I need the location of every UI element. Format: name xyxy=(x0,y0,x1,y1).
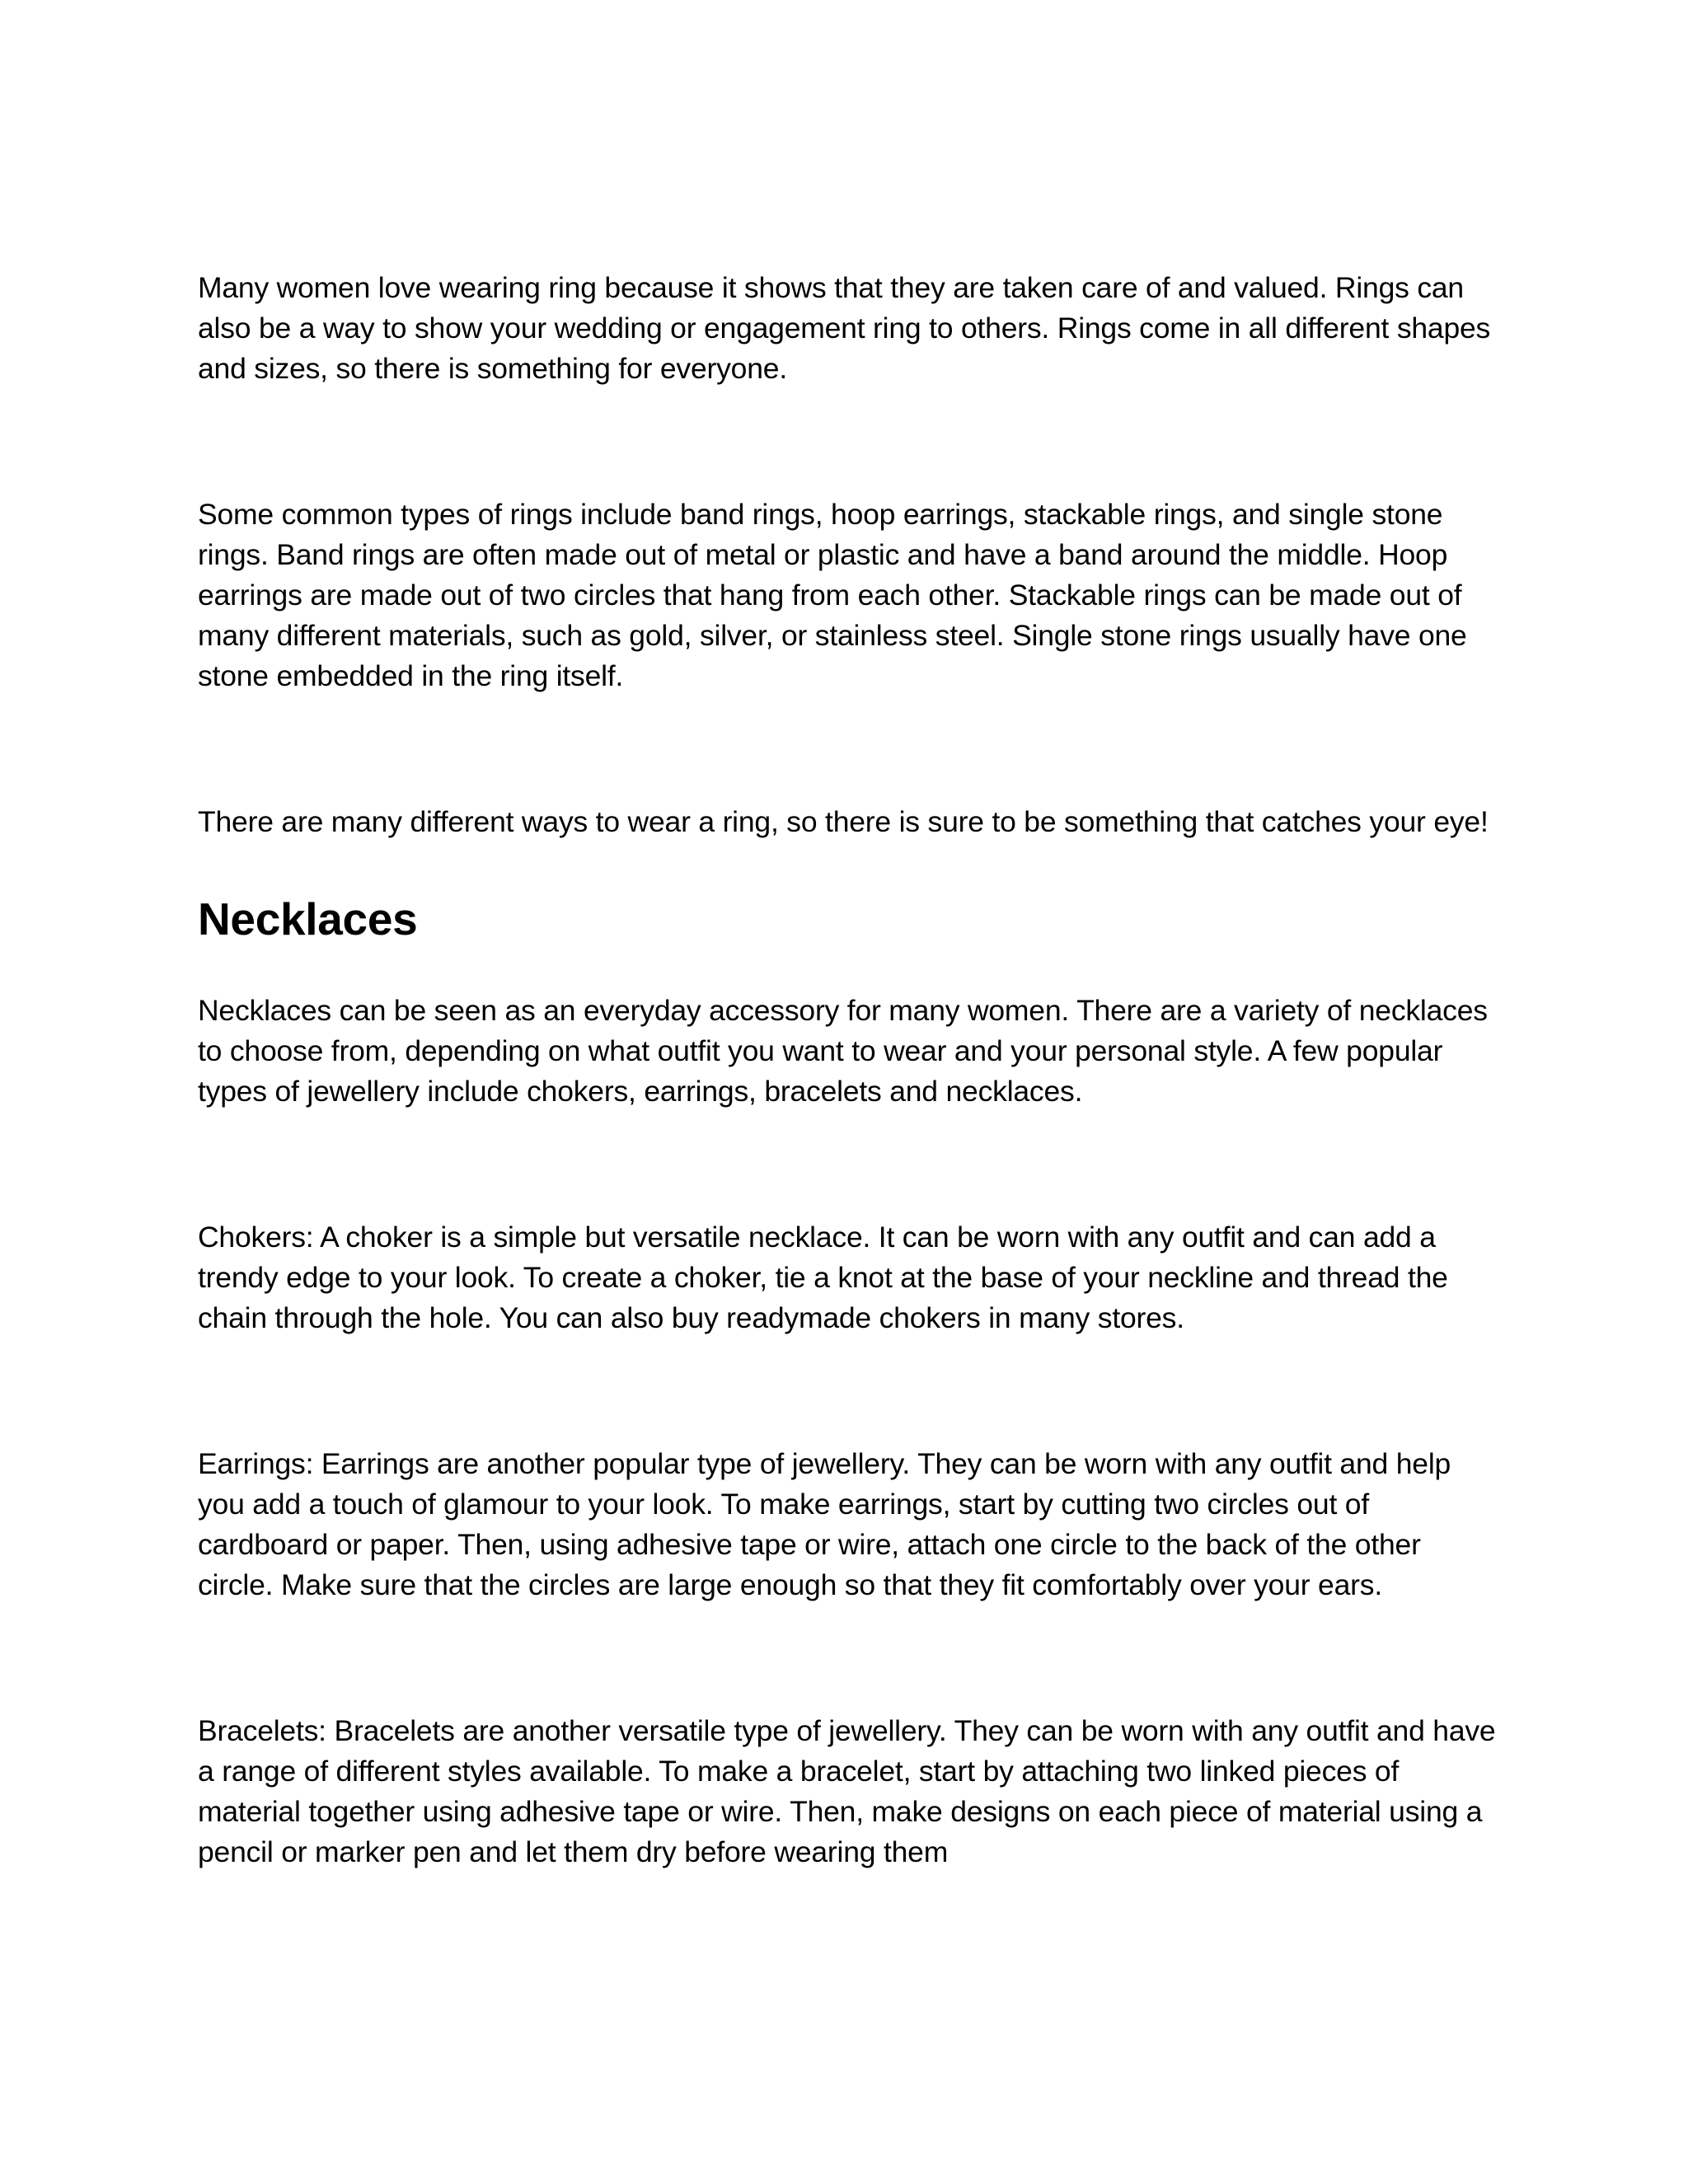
paragraph-ring-wearing: There are many different ways to wear a ring, so there is sure to be something that catches your eye! xyxy=(198,805,1489,838)
paragraph-ring-types: Some common types of rings include band rings, hoop earrings, stackable rings, and single stone rings. Band rings are often made out of metal or plastic and have a band around the middle. Hoop earrings are made out of two circles that hang from each other. Stackable rings can be made out of many different materials, such as gold, silver, or stainless steel. Single stone rings usually have one stone embedded in the ring itself. xyxy=(198,498,1467,692)
paragraph-earrings: Earrings: Earrings are another popular type of jewellery. They can be worn with any outfit and help you add a touch of glamour to your look. To make earrings, start by cutting two circles out of cardboard or paper. Then, using adhesive tape or wire, attach one circle to the back of the other circle. Make sure that the circles are large enough so that they fit comfortably over your ears. xyxy=(198,1447,1451,1601)
paragraph-necklaces-intro: Necklaces can be seen as an everyday accessory for many women. There are a variety of necklaces to choose from, depending on what outfit you want to wear and your personal style. A few popular types of jewellery include chokers, earrings, bracelets and necklaces. xyxy=(198,994,1488,1108)
paragraph-rings-intro: Many women love wearing ring because it shows that they are taken care of and valued. Rings can also be a way to show your wedding or engagement ring to others. Rings come in all different shapes and sizes, so there is something for everyone. xyxy=(198,271,1491,385)
heading-necklaces: Necklaces xyxy=(198,893,418,944)
document-body xyxy=(198,268,1500,1872)
paragraph-bracelets: Bracelets: Bracelets are another versatile type of jewellery. They can be worn with any outfit and have a range of different styles available. To make a bracelet, start by attaching two linked pieces of material together using adhesive tape or wire. Then, make designs on each piece of material using a pencil or marker pen and let them dry before wearing them xyxy=(198,1714,1496,1868)
paragraph-chokers: Chokers: A choker is a simple but versatile necklace. It can be worn with any outfit and can add a trendy edge to your look. To create a choker, tie a knot at the base of your neckline and thread the chain through the hole. You can also buy readymade chokers in many stores. xyxy=(198,1221,1448,1334)
